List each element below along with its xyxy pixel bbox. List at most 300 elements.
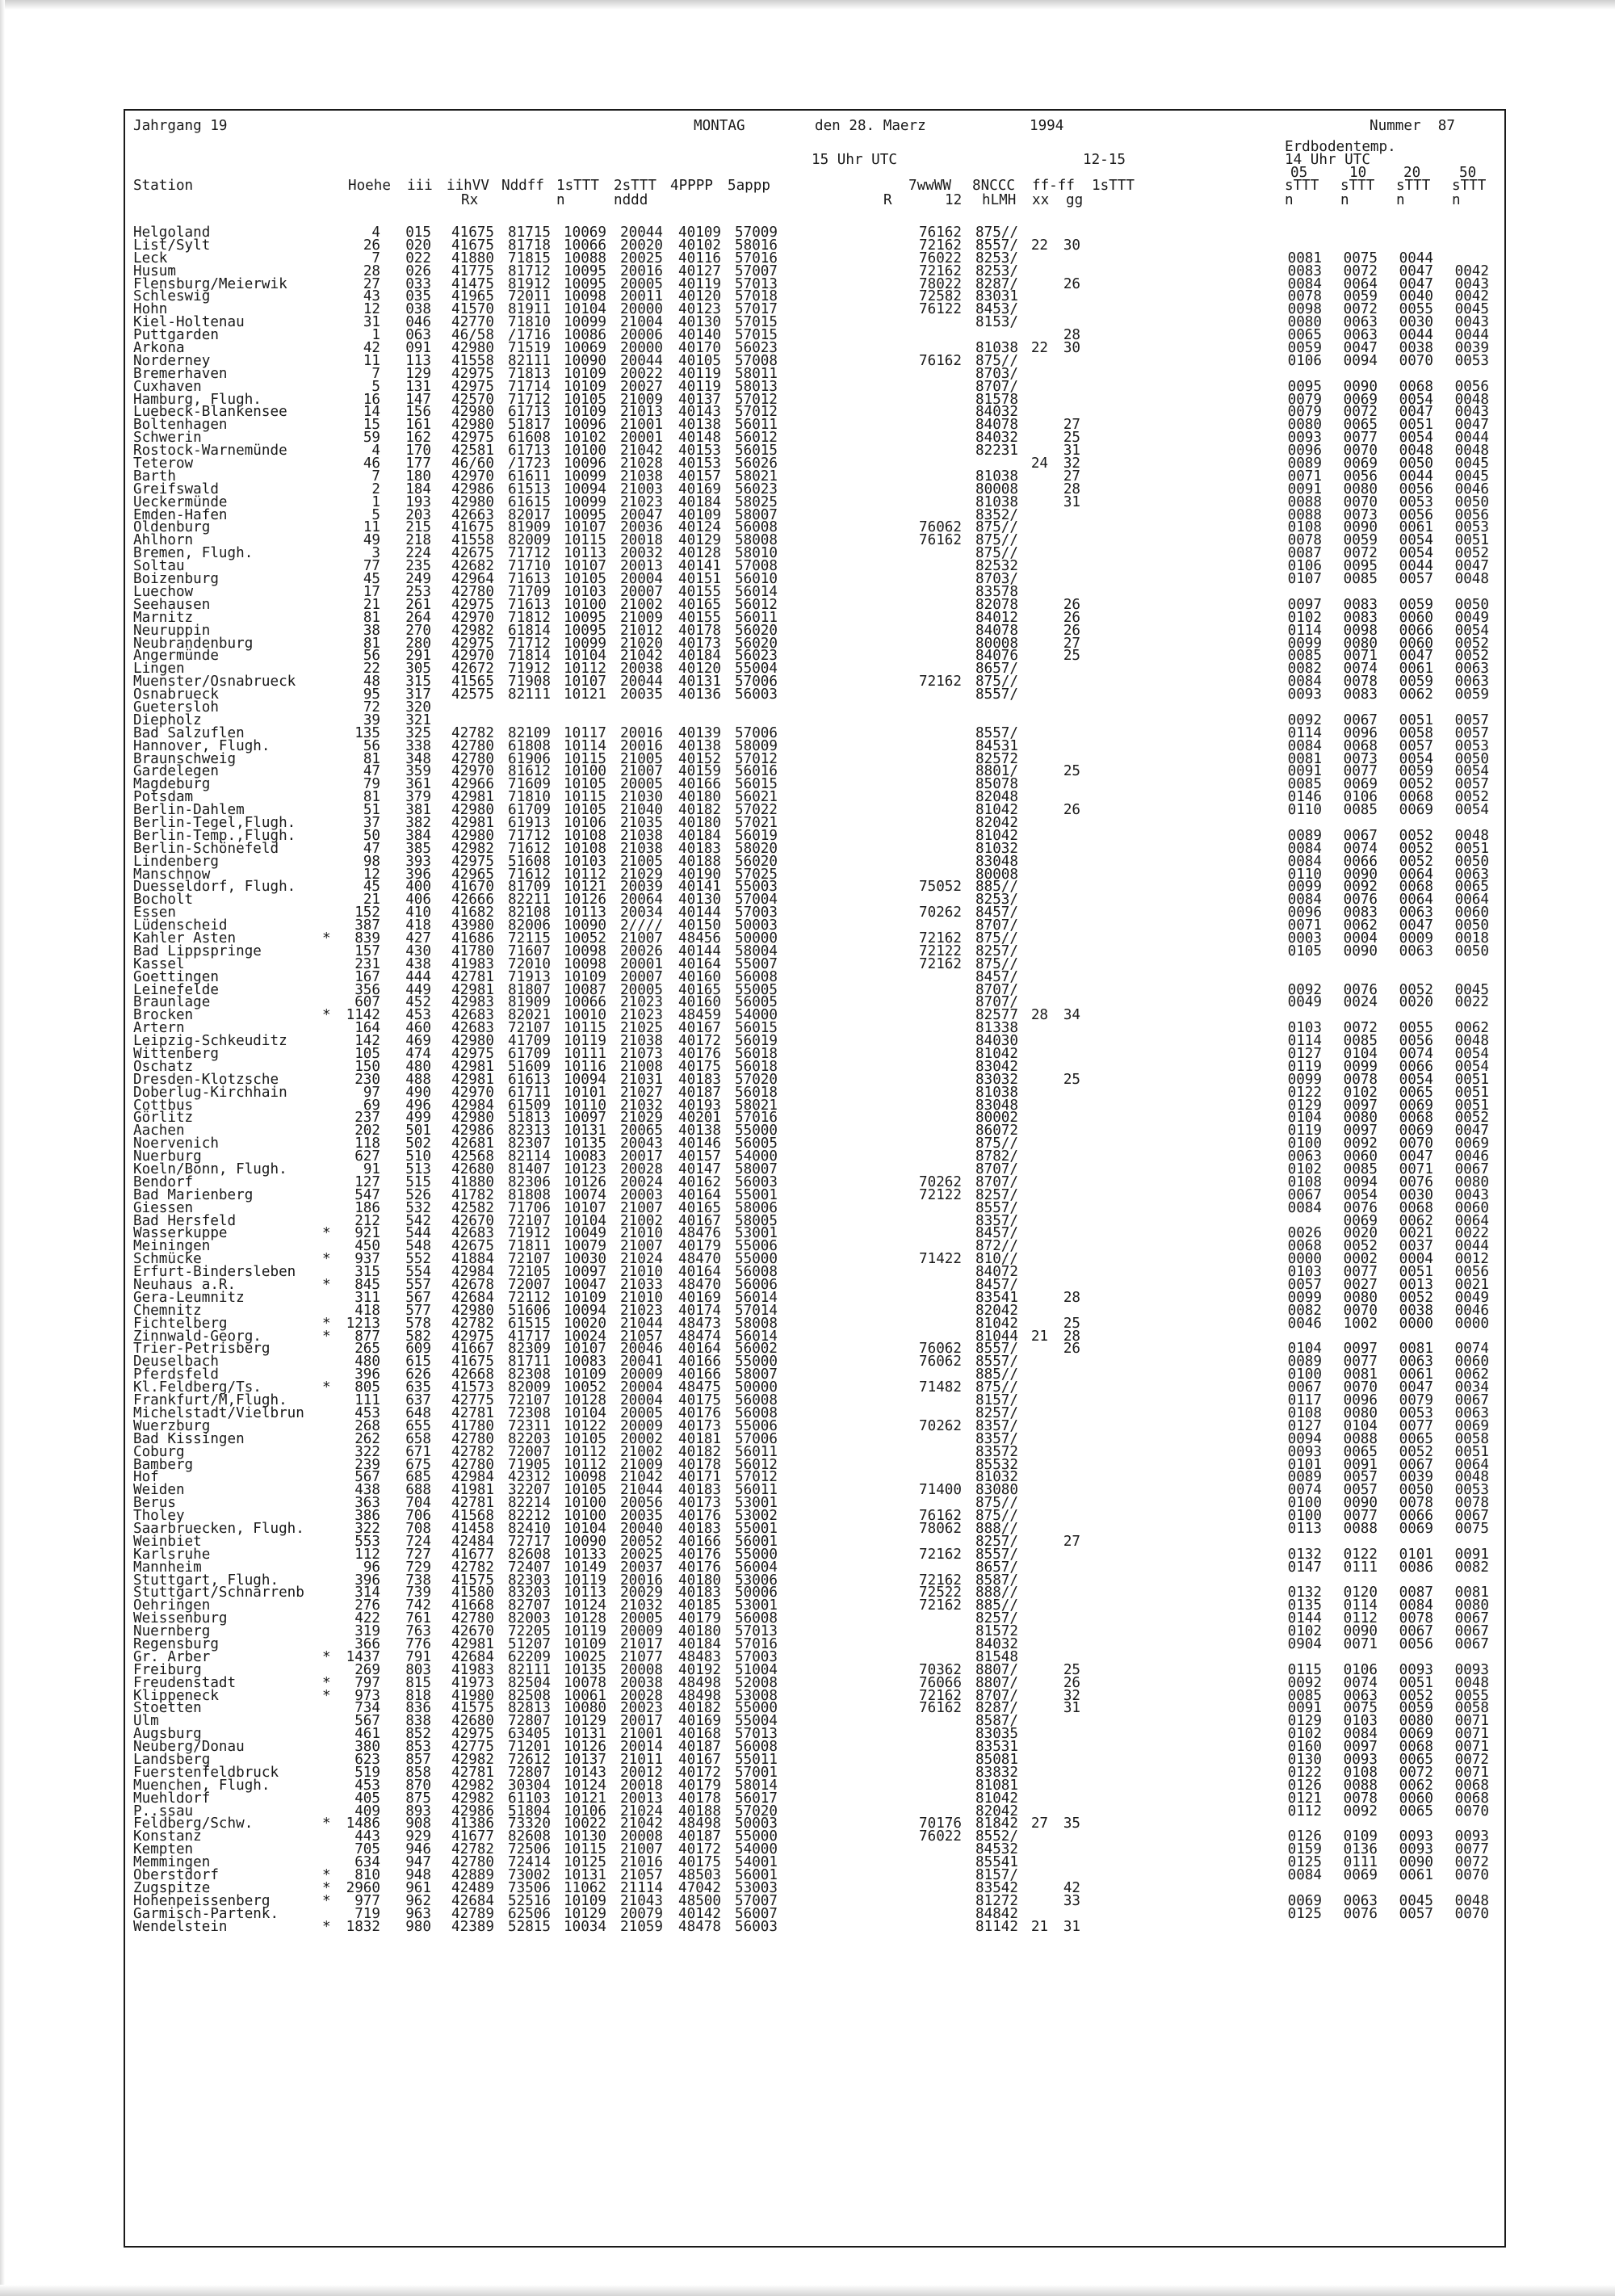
- cell-b: 72107: [508, 1392, 551, 1409]
- cell-e2: 0073: [1343, 506, 1378, 523]
- cell-iii: 554: [405, 1264, 431, 1281]
- station-name: Gardelegen: [133, 763, 219, 780]
- cell-t2: 21002: [620, 1443, 663, 1460]
- cell-h: 81: [363, 609, 380, 626]
- cell-s: 56001: [735, 1867, 778, 1883]
- cell-p: 40102: [678, 237, 721, 254]
- cell-t2: 20028: [620, 1161, 663, 1178]
- cell-n8: 8707/: [975, 994, 1018, 1011]
- cell-e3: 0030: [1399, 1186, 1433, 1203]
- cell-e2: 0073: [1343, 750, 1378, 767]
- station-name: Gera-Leumnitz: [133, 1289, 245, 1306]
- cell-e2: 0077: [1343, 763, 1378, 780]
- cell-e2: 0104: [1343, 1417, 1378, 1434]
- station-name: Wendelstein: [133, 1918, 228, 1935]
- cell-a: 42670: [451, 1623, 494, 1640]
- cell-f2: 34: [1063, 1007, 1080, 1024]
- cell-p: 40176: [678, 1546, 721, 1563]
- cell-e1: 0099: [1287, 879, 1322, 896]
- cell-n8: 81042: [975, 802, 1018, 819]
- cell-a: 42780: [451, 1456, 494, 1473]
- cell-p: 48498: [678, 1815, 721, 1832]
- cell-f2: 30: [1063, 237, 1080, 254]
- cell-e2: 0097: [1343, 1739, 1378, 1756]
- cell-e2: 0080: [1343, 1110, 1378, 1127]
- station-table: [125, 227, 1504, 1933]
- cell-t1: 10090: [564, 917, 606, 934]
- cell-h: 49: [363, 532, 380, 549]
- cell-w: 72162: [919, 674, 962, 690]
- cell-h: 567: [354, 1469, 380, 1486]
- cell-e1: 0108: [1287, 519, 1322, 536]
- cell-p: 40148: [678, 430, 721, 447]
- cell-p: 40164: [678, 1341, 721, 1358]
- cell-iii: 320: [405, 699, 431, 716]
- cell-e4: 0068: [1454, 1777, 1489, 1794]
- cell-h: 276: [354, 1597, 380, 1614]
- cell-iii: 218: [405, 532, 431, 549]
- cell-s: 56010: [735, 571, 778, 588]
- station-name: Puttgarden: [133, 327, 219, 344]
- cell-e3: 0054: [1399, 430, 1433, 447]
- cell-e3: 0047: [1399, 404, 1433, 421]
- cell-n8: 83035: [975, 1726, 1018, 1743]
- cell-e2: 0090: [1343, 1623, 1378, 1640]
- cell-e4: 0052: [1454, 1110, 1489, 1127]
- cell-e2: 0092: [1343, 1803, 1378, 1820]
- cell-iii: 946: [405, 1841, 431, 1858]
- cell-e1: 0132: [1287, 1546, 1322, 1563]
- cell-p: 40187: [678, 1084, 721, 1101]
- cell-t1: 10097: [564, 1264, 606, 1281]
- cell-b: 72807: [508, 1764, 551, 1781]
- col-1sttt: 1sTTT: [556, 178, 599, 194]
- cell-e1: 0106: [1287, 352, 1322, 369]
- station-name: Mannheim: [133, 1559, 202, 1576]
- cell-e1: 0091: [1287, 481, 1322, 497]
- cell-e2: 0085: [1343, 1033, 1378, 1050]
- cell-e1: 0084: [1287, 853, 1322, 870]
- cell-iii: 460: [405, 1020, 431, 1037]
- cell-t2: 20039: [620, 879, 663, 896]
- cell-t2: 20018: [620, 532, 663, 549]
- station-name: Augsburg: [133, 1726, 202, 1743]
- cell-p: 40147: [678, 1161, 721, 1178]
- cell-b: 71811: [508, 1238, 551, 1255]
- station-name: Frankfurt/M,Flugh.: [133, 1392, 287, 1409]
- cell-t1: 10098: [564, 288, 606, 305]
- cell-t2: 20044: [620, 352, 663, 369]
- cell-p: 40166: [678, 776, 721, 793]
- cell-e1: 0078: [1287, 532, 1322, 549]
- cell-a: 41981: [451, 1482, 494, 1499]
- cell-p: 40173: [678, 1495, 721, 1512]
- cell-e3: 0067: [1399, 1623, 1433, 1640]
- cell-e2: 0088: [1343, 1430, 1378, 1447]
- cell-p: 40183: [678, 840, 721, 857]
- cell-e1: 0067: [1287, 1186, 1322, 1203]
- cell-w: 76122: [919, 301, 962, 318]
- cell-e3: 0060: [1399, 1790, 1433, 1807]
- station-name: Lüdenscheid: [133, 917, 228, 934]
- cell-n8: 81842: [975, 1815, 1018, 1832]
- cell-s: 56012: [735, 596, 778, 613]
- cell-iii: 438: [405, 955, 431, 972]
- cell-n8: 81042: [975, 1790, 1018, 1807]
- cell-e2: 0076: [1343, 981, 1378, 998]
- cell-t1: 10094: [564, 481, 606, 497]
- cell-n8: 875//: [975, 352, 1018, 369]
- cell-a: 42675: [451, 1238, 494, 1255]
- cell-b: 42312: [508, 1469, 551, 1486]
- cell-b: 71812: [508, 609, 551, 626]
- station-name: Weiden: [133, 1482, 185, 1499]
- cell-e4: 0051: [1454, 1443, 1489, 1460]
- cell-e2: 0108: [1343, 1764, 1378, 1781]
- cell-e4: 0081: [1454, 1585, 1489, 1601]
- cell-iii: 980: [405, 1918, 431, 1935]
- cell-n8: 8707/: [975, 378, 1018, 395]
- cell-e3: 0047: [1399, 648, 1433, 665]
- cell-s: 58025: [735, 493, 778, 510]
- col-soil-sttt: sTTT: [1452, 178, 1487, 194]
- cell-e2: 0097: [1343, 1123, 1378, 1140]
- cell-s: 54001: [735, 1854, 778, 1871]
- cell-w: 72162: [919, 930, 962, 947]
- cell-e2: 0063: [1343, 1892, 1378, 1909]
- station-name: Freiburg: [133, 1661, 202, 1678]
- cell-h: 461: [354, 1726, 380, 1743]
- station-name: Boizenburg: [133, 571, 219, 588]
- cell-t1: 10130: [564, 1828, 606, 1845]
- cell-b: 82608: [508, 1546, 551, 1563]
- cell-e1: 0067: [1287, 1379, 1322, 1396]
- cell-b: 82114: [508, 1148, 551, 1165]
- cell-e1: 0083: [1287, 262, 1322, 279]
- cell-p: 40192: [678, 1661, 721, 1678]
- col-1sttt-b: 1sTTT: [1092, 178, 1135, 194]
- cell-p: 40109: [678, 506, 721, 523]
- station-name: Osnabrueck: [133, 686, 219, 703]
- cell-a: 42889: [451, 1867, 494, 1883]
- cell-b: 51804: [508, 1803, 551, 1820]
- cell-e1: 0122: [1287, 1764, 1322, 1781]
- cell-e1: 0119: [1287, 1123, 1322, 1140]
- cell-a: 42780: [451, 1430, 494, 1447]
- cell-e4: 0067: [1454, 1392, 1489, 1409]
- cell-h: 480: [354, 1354, 380, 1370]
- cell-t2: 20003: [620, 1186, 663, 1203]
- cell-a: 41880: [451, 1173, 494, 1190]
- cell-e4: 0045: [1454, 455, 1489, 472]
- cell-h: 38: [363, 622, 380, 639]
- cell-a: 42781: [451, 1764, 494, 1781]
- cell-h: 519: [354, 1764, 380, 1781]
- cell-p: 40165: [678, 981, 721, 998]
- cell-e4: 0048: [1454, 1469, 1489, 1486]
- cell-e3: 0061: [1399, 661, 1433, 678]
- cell-p: 48500: [678, 1892, 721, 1909]
- station-name: Fichtelberg: [133, 1315, 228, 1332]
- cell-e3: 0059: [1399, 1700, 1433, 1717]
- cell-a: 42966: [451, 776, 494, 793]
- cell-e1: 0122: [1287, 1084, 1322, 1101]
- cell-f2: 33: [1063, 1892, 1080, 1909]
- cell-iii: 091: [405, 340, 431, 357]
- cell-s: 57008: [735, 352, 778, 369]
- cell-s: 57013: [735, 1623, 778, 1640]
- cell-e4: 0051: [1454, 1084, 1489, 1101]
- cell-w: 76062: [919, 1341, 962, 1358]
- cell-t1: 10088: [564, 250, 606, 267]
- cell-n8: 8253/: [975, 250, 1018, 267]
- cell-t2: 20005: [620, 275, 663, 292]
- cell-e2: 0069: [1343, 1212, 1378, 1229]
- cell-a: 42975: [451, 853, 494, 870]
- cell-e2: 0083: [1343, 609, 1378, 626]
- cell-b: 61509: [508, 1097, 551, 1114]
- station-name: Bremerhaven: [133, 365, 228, 382]
- cell-e3: 0058: [1399, 724, 1433, 741]
- station-name: Flensburg/Meierwik: [133, 275, 287, 292]
- cell-s: 56004: [735, 1559, 778, 1576]
- station-name: Freudenstadt: [133, 1674, 237, 1691]
- cell-t1: 10090: [564, 1533, 606, 1550]
- cell-b: 61808: [508, 737, 551, 754]
- cell-h: 547: [354, 1186, 380, 1203]
- soil-depth: 10: [1349, 165, 1367, 181]
- weekday: MONTAG: [694, 118, 745, 134]
- cell-a: 42780: [451, 750, 494, 767]
- cell-iii: 501: [405, 1123, 431, 1140]
- cell-e2: 0083: [1343, 596, 1378, 613]
- cell-e3: 0065: [1399, 1430, 1433, 1447]
- cell-s: 57022: [735, 802, 778, 819]
- cell-b: 72115: [508, 930, 551, 947]
- cell-s: 55000: [735, 1828, 778, 1845]
- cell-e2: 0066: [1343, 853, 1378, 870]
- station-name: Nuerburg: [133, 1148, 202, 1165]
- cell-iii: 742: [405, 1597, 431, 1614]
- cell-t2: 20044: [620, 225, 663, 241]
- cell-e4: 0048: [1454, 443, 1489, 460]
- cell-e3: 0066: [1399, 1058, 1433, 1075]
- cell-a: 42672: [451, 661, 494, 678]
- cell-s: 57017: [735, 301, 778, 318]
- station-name: Stuttgart/Schnarrenb: [133, 1585, 304, 1601]
- cell-t2: 21020: [620, 635, 663, 652]
- cell-a: 42980: [451, 827, 494, 844]
- cell-e2: 0078: [1343, 674, 1378, 690]
- cell-e3: 0093: [1399, 1828, 1433, 1845]
- station-name: Oldenburg: [133, 519, 211, 536]
- cell-e4: 0047: [1454, 558, 1489, 575]
- cell-a: 41880: [451, 250, 494, 267]
- cell-a: 42975: [451, 596, 494, 613]
- cell-w: 71400: [919, 1482, 962, 1499]
- cell-p: 40174: [678, 1302, 721, 1319]
- cell-t1: 10098: [564, 1469, 606, 1486]
- cell-s: 56020: [735, 622, 778, 639]
- cell-e3: 0069: [1399, 802, 1433, 819]
- cell-e4: 0078: [1454, 1495, 1489, 1512]
- cell-iii: 704: [405, 1495, 431, 1512]
- station-name: Gr. Arber: [133, 1648, 211, 1665]
- cell-a: 42782: [451, 1559, 494, 1576]
- cell-t1: 10079: [564, 1238, 606, 1255]
- table-row: [125, 1520, 1504, 1537]
- cell-a: 42782: [451, 1315, 494, 1332]
- cell-b: 82504: [508, 1674, 551, 1691]
- cell-h: 315: [354, 1264, 380, 1281]
- cell-h: 105: [354, 1046, 380, 1062]
- station-name: Stoetten: [133, 1700, 202, 1717]
- cell-t2: 20005: [620, 776, 663, 793]
- cell-s: 56015: [735, 443, 778, 460]
- cell-iii: 280: [405, 635, 431, 652]
- station-name: Norderney: [133, 352, 211, 369]
- cell-iii: 637: [405, 1392, 431, 1409]
- cell-s: 56023: [735, 340, 778, 357]
- cell-e2: 0056: [1343, 468, 1378, 485]
- cell-n8: 84531: [975, 737, 1018, 754]
- mountain-marker: *: [322, 1879, 331, 1896]
- cell-iii: 396: [405, 866, 431, 883]
- cell-e2: 0077: [1343, 430, 1378, 447]
- station-name: Ueckermünde: [133, 493, 228, 510]
- cell-p: 40109: [678, 225, 721, 241]
- cell-n8: 8557/: [975, 1354, 1018, 1370]
- cell-e1: 0071: [1287, 468, 1322, 485]
- cell-h: 56: [363, 648, 380, 665]
- station-name: Hamburg, Flugh.: [133, 391, 262, 408]
- station-name: Bad Kissingen: [133, 1430, 245, 1447]
- cell-t1: 10049: [564, 1225, 606, 1242]
- cell-e2: 0070: [1343, 443, 1378, 460]
- cell-e3: 0056: [1399, 481, 1433, 497]
- cell-iii: 315: [405, 674, 431, 690]
- cell-a: 41575: [451, 1700, 494, 1717]
- cell-n8: 8352/: [975, 506, 1018, 523]
- cell-h: 734: [354, 1700, 380, 1717]
- cell-h: 634: [354, 1854, 380, 1871]
- cell-n8: 85081: [975, 1751, 1018, 1768]
- cell-iii: 418: [405, 917, 431, 934]
- cell-p: 40144: [678, 942, 721, 959]
- station-name: Leinefelde: [133, 981, 219, 998]
- cell-n8: 81272: [975, 1892, 1018, 1909]
- cell-e4: 0072: [1454, 1751, 1489, 1768]
- cell-t2: 21027: [620, 1084, 663, 1101]
- cell-iii: 803: [405, 1661, 431, 1678]
- mountain-marker: *: [322, 1315, 331, 1332]
- cell-iii: 893: [405, 1803, 431, 1820]
- cell-n8: 83080: [975, 1482, 1018, 1499]
- cell-f2: 26: [1063, 275, 1080, 292]
- cell-a: 41573: [451, 1379, 494, 1396]
- cell-e1: 0099: [1287, 1289, 1322, 1306]
- station-name: List/Sylt: [133, 237, 211, 254]
- cell-n8: 8557/: [975, 724, 1018, 741]
- cell-w: 70176: [919, 1815, 962, 1832]
- soil-depth: 05: [1290, 165, 1308, 181]
- cell-s: 55006: [735, 1417, 778, 1434]
- cell-t2: 20004: [620, 1379, 663, 1396]
- station-name: Manschnow: [133, 866, 211, 883]
- cell-t2: 21040: [620, 802, 663, 819]
- cell-h: 164: [354, 1020, 380, 1037]
- cell-p: 40146: [678, 1135, 721, 1152]
- cell-t1: 10110: [564, 1097, 606, 1114]
- cell-p: 40183: [678, 1585, 721, 1601]
- cell-iii: 469: [405, 1033, 431, 1050]
- cell-iii: 131: [405, 378, 431, 395]
- cell-t1: 10095: [564, 506, 606, 523]
- cell-iii: 961: [405, 1879, 431, 1896]
- cell-b: /1723: [508, 455, 551, 472]
- cell-t2: 21016: [620, 1854, 663, 1871]
- cell-n8: 85532: [975, 1456, 1018, 1473]
- cell-e4: 0058: [1454, 1430, 1489, 1447]
- cell-e2: 0074: [1343, 1674, 1378, 1691]
- cell-a: 42568: [451, 1148, 494, 1165]
- cell-f2: 26: [1063, 1674, 1080, 1691]
- cell-e1: 0003: [1287, 930, 1322, 947]
- cell-p: 40188: [678, 853, 721, 870]
- cell-n8: 8557/: [975, 1546, 1018, 1563]
- cell-b: 72010: [508, 955, 551, 972]
- cell-p: 40179: [678, 1610, 721, 1627]
- cell-p: 48456: [678, 930, 721, 947]
- col-iii: iii: [407, 178, 433, 194]
- cell-e2: 0004: [1343, 930, 1378, 947]
- station-name: Boltenhagen: [133, 417, 228, 434]
- cell-s: 56014: [735, 583, 778, 600]
- station-name: Wittenberg: [133, 1046, 219, 1062]
- cell-e3: 0063: [1399, 905, 1433, 921]
- cell-b: 51606: [508, 1302, 551, 1319]
- cell-t1: 10052: [564, 1379, 606, 1396]
- cell-e3: 0030: [1399, 314, 1433, 331]
- cell-e4: 0082: [1454, 1559, 1489, 1576]
- cell-t1: 10100: [564, 1495, 606, 1512]
- cell-t2: 20009: [620, 1623, 663, 1640]
- cell-t1: 10010: [564, 1007, 606, 1024]
- cell-e4: 0057: [1454, 724, 1489, 741]
- cell-p: 40164: [678, 1264, 721, 1281]
- cell-h: 7: [371, 468, 380, 485]
- cell-n8: 8257/: [975, 1533, 1018, 1550]
- cell-iii: 962: [405, 1892, 431, 1909]
- cell-e1: 0117: [1287, 1392, 1322, 1409]
- cell-w: 70262: [919, 1417, 962, 1434]
- cell-h: 322: [354, 1443, 380, 1460]
- cell-h: 212: [354, 1212, 380, 1229]
- table-row: [125, 1867, 1504, 1883]
- cell-b: 82508: [508, 1687, 551, 1704]
- cell-a: 41884: [451, 1251, 494, 1268]
- cell-t1: 10129: [564, 1713, 606, 1730]
- cell-iii: 948: [405, 1867, 431, 1883]
- cell-e4: 0072: [1454, 1854, 1489, 1871]
- cell-h: 921: [354, 1225, 380, 1242]
- cell-n8: 8457/: [975, 1277, 1018, 1294]
- cell-p: 40162: [678, 1173, 721, 1190]
- cell-s: 58007: [735, 506, 778, 523]
- cell-s: 57021: [735, 814, 778, 831]
- cell-t2: 20032: [620, 545, 663, 562]
- cell-iii: 261: [405, 596, 431, 613]
